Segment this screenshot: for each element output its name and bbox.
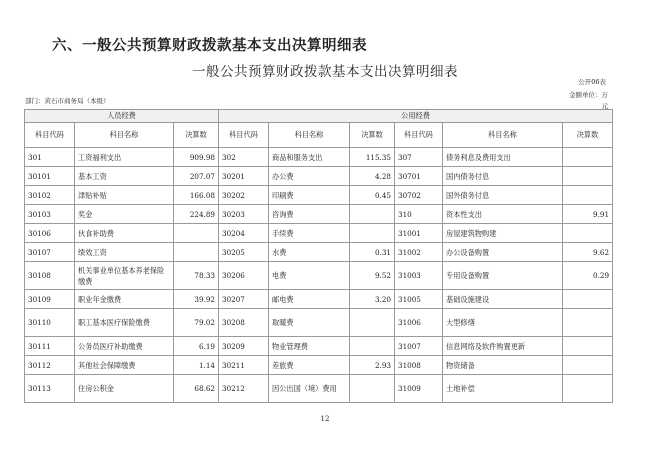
- name-cell: 邮电费: [269, 290, 350, 309]
- amount-cell: 68.62: [174, 375, 219, 403]
- name-cell: 国内债务付息: [443, 167, 563, 186]
- amount-cell: 0.45: [350, 186, 395, 205]
- header-amount: 决算数: [563, 123, 613, 148]
- page-number: 12: [320, 415, 330, 423]
- code-cell: 31005: [395, 290, 443, 309]
- name-cell: 住房公积金: [75, 375, 174, 403]
- name-cell: 债务利息及费用支出: [443, 148, 563, 167]
- amount-cell: 207.07: [174, 167, 219, 186]
- code-cell: 31008: [395, 356, 443, 375]
- header-code: 科目代码: [219, 123, 269, 148]
- name-cell: 咨询费: [269, 205, 350, 224]
- header-amount: 决算数: [174, 123, 219, 148]
- header-name: 科目名称: [269, 123, 350, 148]
- code-cell: 30207: [219, 290, 269, 309]
- table-row: [25, 290, 613, 309]
- name-cell: 机关事业单位基本养老保险缴费: [75, 262, 174, 290]
- code-cell: 302: [219, 148, 269, 167]
- table-row: [25, 375, 613, 403]
- header-code: 科目代码: [395, 123, 443, 148]
- name-cell: 资本性支出: [443, 205, 563, 224]
- code-cell: 31003: [395, 262, 443, 290]
- name-cell: 职工基本医疗保险缴费: [75, 309, 174, 337]
- name-cell: 国外债务付息: [443, 186, 563, 205]
- code-cell: 30203: [219, 205, 269, 224]
- amount-cell: 9.91: [563, 205, 613, 224]
- amount-cell: 115.35: [350, 148, 395, 167]
- table-row: [25, 243, 613, 262]
- name-cell: 绩效工资: [75, 243, 174, 262]
- code-cell: 31001: [395, 224, 443, 243]
- name-cell: 津贴补贴: [75, 186, 174, 205]
- code-cell: 31002: [395, 243, 443, 262]
- name-cell: 公务员医疗补助缴费: [75, 337, 174, 356]
- amount-cell: [563, 337, 613, 356]
- code-cell: 30113: [25, 375, 75, 403]
- amount-cell: [174, 243, 219, 262]
- name-cell: 手续费: [269, 224, 350, 243]
- amount-cell: 6.19: [174, 337, 219, 356]
- name-cell: 物资储备: [443, 356, 563, 375]
- amount-cell: [350, 375, 395, 403]
- amount-cell: 39.92: [174, 290, 219, 309]
- code-cell: 307: [395, 148, 443, 167]
- code-cell: 31009: [395, 375, 443, 403]
- name-cell: 水费: [269, 243, 350, 262]
- table-row: [25, 337, 613, 356]
- group-header-personnel: 人员经费: [25, 110, 219, 123]
- name-cell: 其他社会保障缴费: [75, 356, 174, 375]
- code-cell: 31007: [395, 337, 443, 356]
- amount-cell: 9.52: [350, 262, 395, 290]
- code-cell: 30106: [25, 224, 75, 243]
- name-cell: 职业年金缴费: [75, 290, 174, 309]
- code-cell: 30109: [25, 290, 75, 309]
- amount-cell: [350, 224, 395, 243]
- code-cell: 30211: [219, 356, 269, 375]
- table-row: [25, 205, 613, 224]
- name-cell: 商品和服务支出: [269, 148, 350, 167]
- code-cell: 30103: [25, 205, 75, 224]
- amount-cell: [563, 375, 613, 403]
- name-cell: 办公费: [269, 167, 350, 186]
- amount-cell: [563, 186, 613, 205]
- code-cell: 30102: [25, 186, 75, 205]
- form-number: 公开06表: [578, 78, 606, 86]
- table-row: [25, 186, 613, 205]
- code-cell: 30208: [219, 309, 269, 337]
- code-cell: 30111: [25, 337, 75, 356]
- amount-cell: 0.29: [563, 262, 613, 290]
- name-cell: 因公出国（境）费用: [269, 375, 350, 403]
- name-cell: 专用设备购置: [443, 262, 563, 290]
- amount-cell: 78.33: [174, 262, 219, 290]
- code-cell: 30702: [395, 186, 443, 205]
- name-cell: 信息网络及软件购置更新: [443, 337, 563, 356]
- amount-cell: [350, 309, 395, 337]
- code-cell: 30209: [219, 337, 269, 356]
- name-cell: 奖金: [75, 205, 174, 224]
- amount-cell: [563, 224, 613, 243]
- amount-cell: [350, 205, 395, 224]
- name-cell: 电费: [269, 262, 350, 290]
- amount-cell: 2.93: [350, 356, 395, 375]
- name-cell: 印刷费: [269, 186, 350, 205]
- code-cell: 30202: [219, 186, 269, 205]
- amount-cell: [563, 167, 613, 186]
- code-cell: 31006: [395, 309, 443, 337]
- code-cell: 310: [395, 205, 443, 224]
- name-cell: 基本工资: [75, 167, 174, 186]
- code-cell: 30112: [25, 356, 75, 375]
- code-cell: 30110: [25, 309, 75, 337]
- name-cell: 基础设施建设: [443, 290, 563, 309]
- code-cell: 30204: [219, 224, 269, 243]
- header-code: 科目代码: [25, 123, 75, 148]
- name-cell: 办公设备购置: [443, 243, 563, 262]
- name-cell: 土地补偿: [443, 375, 563, 403]
- section-title: 六、一般公共预算财政拨款基本支出决算明细表: [52, 38, 367, 54]
- code-cell: 30701: [395, 167, 443, 186]
- name-cell: 大型修缮: [443, 309, 563, 337]
- table-row: [25, 356, 613, 375]
- name-cell: 物业管理费: [269, 337, 350, 356]
- code-cell: 30201: [219, 167, 269, 186]
- table-row: [25, 224, 613, 243]
- amount-cell: [563, 290, 613, 309]
- amount-cell: 909.98: [174, 148, 219, 167]
- amount-cell: 9.62: [563, 243, 613, 262]
- table-row: [25, 167, 613, 186]
- amount-cell: 166.08: [174, 186, 219, 205]
- amount-cell: 79.02: [174, 309, 219, 337]
- amount-cell: 1.14: [174, 356, 219, 375]
- document-title: 一般公共预算财政拨款基本支出决算明细表: [192, 64, 458, 80]
- name-cell: 伙食补助费: [75, 224, 174, 243]
- amount-cell: [563, 356, 613, 375]
- code-cell: 30205: [219, 243, 269, 262]
- header-amount: 决算数: [350, 123, 395, 148]
- name-cell: 取暖费: [269, 309, 350, 337]
- name-cell: 差旅费: [269, 356, 350, 375]
- code-cell: 30212: [219, 375, 269, 403]
- code-cell: 30101: [25, 167, 75, 186]
- amount-cell: 0.31: [350, 243, 395, 262]
- amount-cell: 4.28: [350, 167, 395, 186]
- group-header-public: 公用经费: [219, 110, 613, 123]
- amount-cell: [563, 148, 613, 167]
- amount-cell: [174, 224, 219, 243]
- table-row: [25, 148, 613, 167]
- amount-cell: 3.20: [350, 290, 395, 309]
- name-cell: 工资福利支出: [75, 148, 174, 167]
- amount-cell: [563, 309, 613, 337]
- code-cell: 30107: [25, 243, 75, 262]
- amount-unit: 金额单位：万元: [569, 91, 608, 110]
- table-row: [25, 262, 613, 290]
- department-label: 部门：黄石市商务局（本级）: [25, 97, 110, 105]
- header-name: 科目名称: [443, 123, 563, 148]
- header-name: 科目名称: [75, 123, 174, 148]
- code-cell: 30206: [219, 262, 269, 290]
- name-cell: 房屋建筑物购建: [443, 224, 563, 243]
- expenditure-table: [24, 109, 613, 403]
- code-cell: 30108: [25, 262, 75, 290]
- code-cell: 301: [25, 148, 75, 167]
- table-row: [25, 309, 613, 337]
- amount-cell: 224.89: [174, 205, 219, 224]
- amount-cell: [350, 337, 395, 356]
